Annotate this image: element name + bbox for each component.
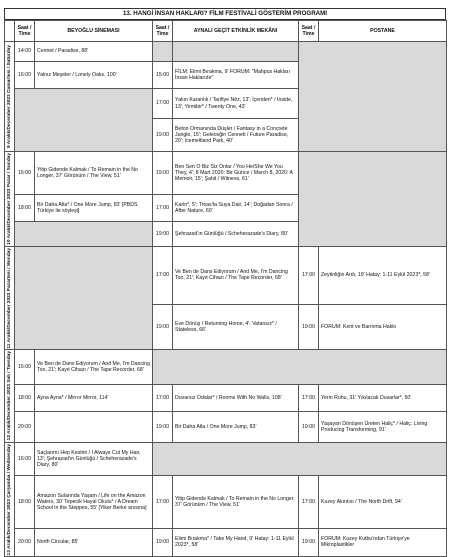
table-row (5, 350, 447, 385)
time-cell: 17:00 (153, 476, 173, 528)
event-cell: Eve Dönüş / Returning Home, 4'; Vatansız* / Stateless, 66' (173, 304, 299, 350)
empty-cell (15, 221, 153, 246)
event-cell: Yitip Gidende Kalmak / To Remain in the No Longer, 37' Görünüm / The View, 51' (35, 152, 153, 195)
time-cell: 18:00 (15, 195, 35, 221)
time-cell: 19:00 (299, 411, 319, 442)
event-cell: Cennet / Paradise, 88' (35, 42, 153, 62)
time-cell: 16:00 (15, 350, 35, 385)
time-cell: 16:00 (15, 152, 35, 195)
empty-cell (35, 411, 153, 442)
day-label-9: 9 Aralık/December 2023 Cumartesi / Saturday (5, 42, 15, 152)
event-cell: Bir Daha Atla / One More Jump, 83' (173, 411, 299, 442)
header-row (5, 21, 447, 42)
event-cell: Elimi Bırakma* / Take My Hand, 9' Hatay: 1-11 Eylül 2023*, 58' (173, 528, 299, 557)
table-row (5, 528, 447, 557)
event-cell: Beton Ormanında Düşler / Fantasy in a Concrete Jungle, 15'; Geleceğin Cenneti / Future Paradise, 20'; Icemeltland Park, 40' (173, 119, 299, 152)
corner-cell (5, 21, 15, 42)
event-cell: Yerin Ruhu, 31' Yıkılacak Duvarlar*, 50' (319, 385, 447, 411)
venue-header-postane: POSTANE (319, 21, 447, 42)
day-label-10: 10 Aralık/December 2023 Pazar / Sunday (5, 152, 15, 247)
day-label-13: 13 Aralık/December 2023 Çarşamba / Wednesday (5, 442, 15, 556)
empty-cell (299, 152, 447, 247)
venue-header-beyoglu: BEYOĞLU SİNEMASI (35, 21, 153, 42)
time-cell: 17:00 (299, 246, 319, 304)
time-header: Saat / Time (153, 21, 173, 42)
time-cell: 20:00 (15, 411, 35, 442)
time-cell: 14:00 (15, 42, 35, 62)
time-cell: 17:00 (153, 89, 173, 119)
event-cell: Ayna Ayna* / Mirror Mirror, 114' (35, 385, 153, 411)
event-cell: Yalnız Meşeler / Lonely Oaks, 100' (35, 62, 153, 89)
time-cell: 19:00 (299, 304, 319, 350)
venue-header-aynali-gecit: AYNALI GEÇİT ETKİNLİK MEKÂNI (173, 21, 299, 42)
time-cell: 19:00 (153, 152, 173, 195)
empty-cell (15, 246, 153, 350)
table-row (5, 411, 447, 442)
table-row (5, 442, 447, 475)
time-cell: 19:00 (299, 528, 319, 557)
day-label-12: 12 Aralık/December 2023 Salı / Tuesday (5, 350, 15, 442)
time-cell: 17:00 (153, 385, 173, 411)
event-cell: Yakın Karanlık / Tarifiye Nêz, 13'; İçeriden* / Inside, 13'; Yirmibir* / Twenty One, 43' (173, 89, 299, 119)
event-cell: Zeytinliğin Ardı, 19' Hatay: 1-11 Eylül 2023*, 58' (319, 246, 447, 304)
empty-cell (15, 89, 153, 152)
table-row (5, 246, 447, 304)
table-row (5, 42, 447, 62)
event-cell: FİLM: Elimi Bırakma, 9' FORUM: "Mahpus Hakları İnsan Haklarıdır" (173, 62, 299, 89)
time-cell: 20:00 (15, 528, 35, 557)
event-cell: Duvarsız Odalar* / Rooms With No Walls, 108' (173, 385, 299, 411)
time-cell: 19:00 (153, 411, 173, 442)
empty-cell (153, 350, 447, 385)
empty-cell (153, 442, 447, 475)
event-cell: Yaşayan Dönüşen Üreten Haliç* / Haliç: Living Producing Transforming, 91' (319, 411, 447, 442)
time-cell: 17:00 (299, 385, 319, 411)
event-cell: Ve Ben de Dans Ediyorum / And Me, I'm Dancing Too, 21'; Kayıt Cihazı / The Tape Recorder, 68' (173, 246, 299, 304)
time-cell: 17:00 (299, 476, 319, 528)
time-cell: 19:00 (153, 304, 173, 350)
event-cell: Karin*, 5'; Troas'ta Suya Dair, 14'; Doğadan Sonra / After Nature, 60' (173, 195, 299, 221)
time-cell: 18:00 (15, 385, 35, 411)
event-cell: Kuzey Akıntısı / The North Drift, 94' (319, 476, 447, 528)
event-cell: Saçlarımı Hep Kestim / I Always Cut My Hair, 13'; Şehrazad'ın Günlüğü / Scheherazade's Diary, 80' (35, 442, 153, 475)
time-cell: 16:00 (15, 442, 35, 475)
empty-cell (153, 42, 173, 62)
time-cell: 18:00 (15, 476, 35, 528)
event-cell: Bir Daha Atla* / One More Jump, 83' [PBDS Türkiye ile söyleşi] (35, 195, 153, 221)
event-cell: Ve Ben de Dans Ediyorum / And Me, I'm Dancing Too, 21'; Kayıt Cihazı / The Tape Recorder, 68' (35, 350, 153, 385)
empty-cell (173, 42, 299, 62)
table-row (5, 385, 447, 411)
event-cell: Şehrazad'ın Günlüğü / Scheherazade's Diary, 80' (173, 221, 299, 246)
table-row (5, 152, 447, 195)
schedule-table (4, 20, 447, 557)
day-label-11: 11 Aralık/December 2023 Pazartesi / Monday (5, 246, 15, 350)
time-cell: 19:00 (153, 119, 173, 152)
table-row (5, 476, 447, 528)
event-cell: Ben Sen O Biz Siz Onlar / You He/She We You They, 4'; 8 Mart 2020: Bir Günce / March 8, 2020: A Memoir, 15'; Şahit / Witness, 61' (173, 152, 299, 195)
time-cell: 16:00 (15, 62, 35, 89)
event-cell: FORUM: Kuzey Kutbu'ndan Türkiye'ye Mikroplastikler (319, 528, 447, 557)
time-header: Saat / Time (15, 21, 35, 42)
event-cell: North Circular, 85' (35, 528, 153, 557)
time-cell: 15:00 (153, 62, 173, 89)
time-header: Saat / Time (299, 21, 319, 42)
event-cell: Amazon Sularında Yaşam / Life on the Amazon Waters, 30' Tepecik Hayal Okulu* / A Dream School in the Steppes, 55' [Yiker Berke anısına] (35, 476, 153, 528)
event-cell: Yitip Gidende Kalmak / To Remain in the No Longer, 37' Görünüm / The View, 51' (173, 476, 299, 528)
event-cell: FORUM: Kent ve Barınma Hakkı (319, 304, 447, 350)
time-cell: 17:00 (153, 195, 173, 221)
time-cell: 19:00 (153, 221, 173, 246)
time-cell: 17:00 (153, 246, 173, 304)
page-title: 13. HANGİ İNSAN HAKLARI? FİLM FESTİVALİ GÖSTERİM PROGRAMI (4, 8, 446, 20)
empty-cell (299, 42, 447, 152)
time-cell: 19:00 (153, 528, 173, 557)
